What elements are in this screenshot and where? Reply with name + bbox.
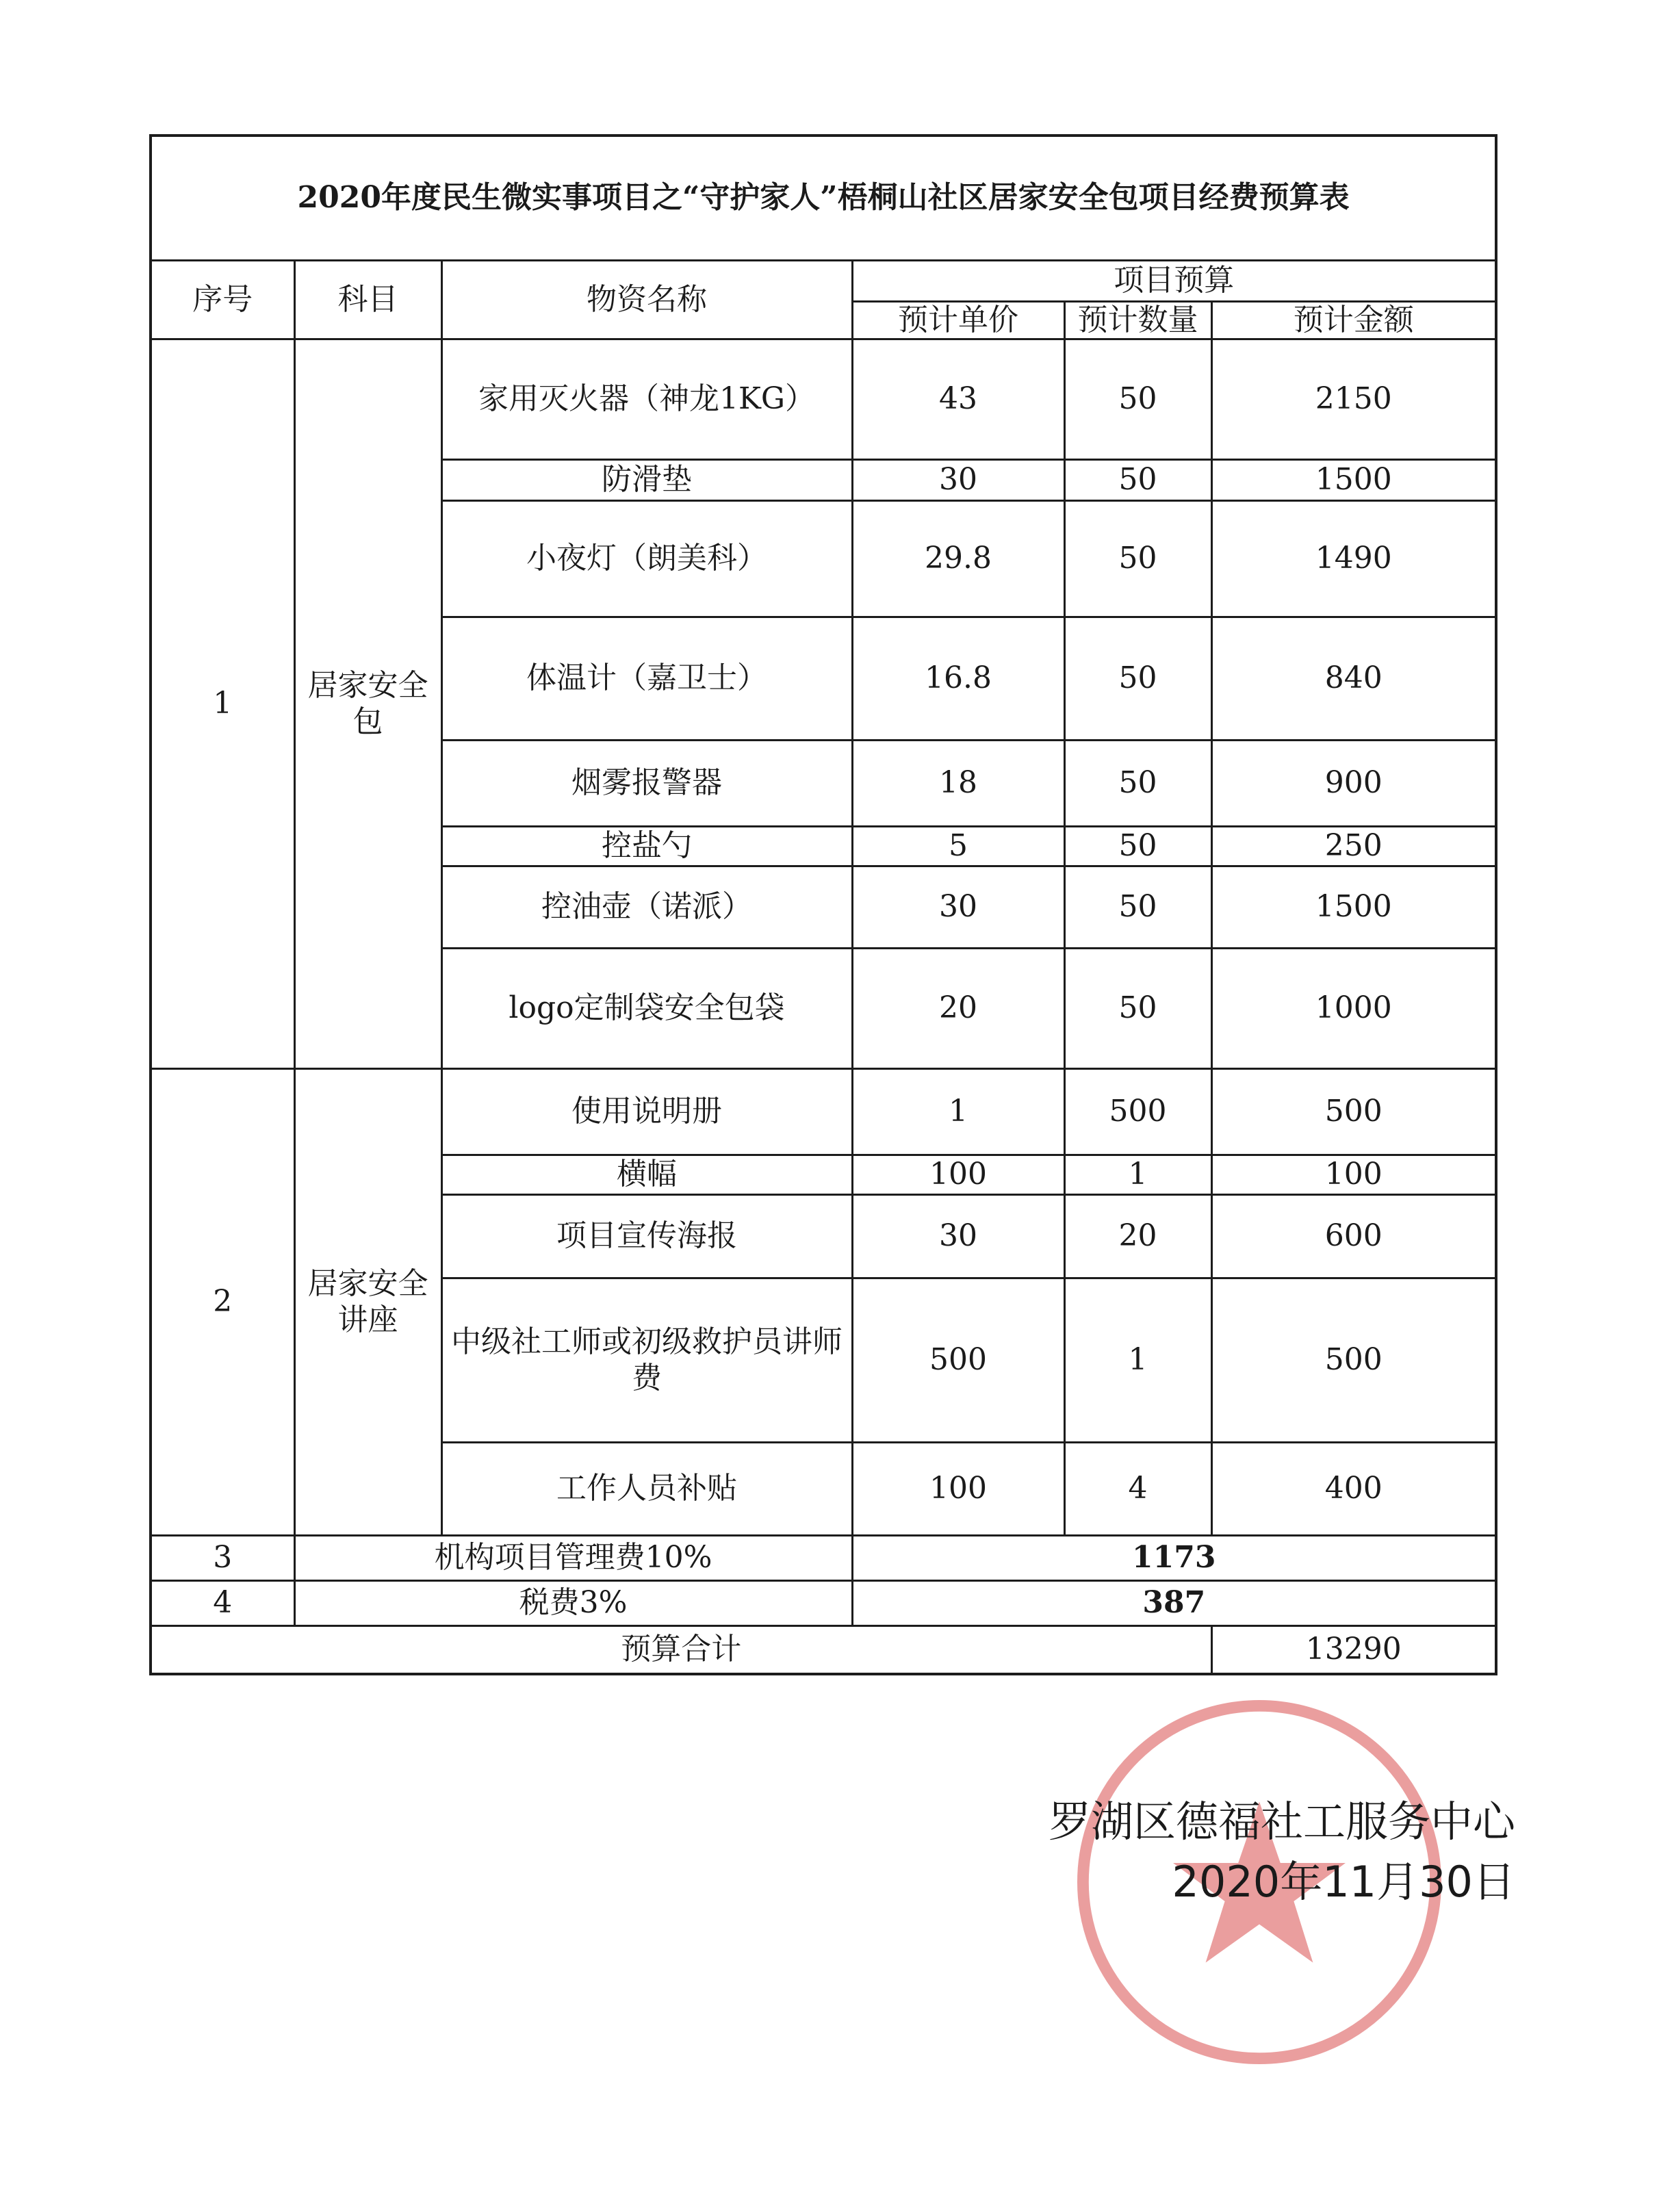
- item-qty: 50: [1064, 339, 1211, 460]
- item-name: 体温计（嘉卫士）: [441, 617, 852, 741]
- item-amount: 100: [1211, 1155, 1496, 1195]
- item-price: 1: [852, 1069, 1064, 1155]
- item-qty: 50: [1064, 866, 1211, 949]
- item-amount: 250: [1211, 827, 1496, 866]
- group-seq: 2: [151, 1069, 294, 1536]
- item-name: 中级社工师或初级救护员讲师费: [441, 1278, 852, 1443]
- header-subject: 科目: [294, 260, 441, 339]
- item-name: 烟雾报警器: [441, 741, 852, 827]
- table-row: [151, 1536, 1496, 1581]
- item-price: 30: [852, 1195, 1064, 1278]
- item-name: 控盐勺: [441, 827, 852, 866]
- item-price: 16.8: [852, 617, 1064, 741]
- item-qty: 20: [1064, 1195, 1211, 1278]
- item-amount: 1500: [1211, 866, 1496, 949]
- header-unit-price: 预计单价: [852, 301, 1064, 339]
- table-row: [151, 1626, 1496, 1674]
- table-title: 2020年度民生微实事项目之“守护家人”梧桐山社区居家安全包项目经费预算表: [151, 136, 1496, 260]
- item-amount: 900: [1211, 741, 1496, 827]
- item-price: 30: [852, 460, 1064, 501]
- item-qty: 50: [1064, 460, 1211, 501]
- mgmt-value: 1173: [852, 1536, 1496, 1581]
- header-seq: 序号: [151, 260, 294, 339]
- item-qty: 4: [1064, 1443, 1211, 1536]
- budget-table: [149, 134, 1497, 1675]
- total-label: 预算合计: [151, 1626, 1211, 1674]
- item-name: 横幅: [441, 1155, 852, 1195]
- header-amount: 预计金额: [1211, 301, 1496, 339]
- item-qty: 50: [1064, 949, 1211, 1069]
- mgmt-seq: 3: [151, 1536, 294, 1581]
- item-price: 29.8: [852, 501, 1064, 617]
- mgmt-label: 机构项目管理费10%: [294, 1536, 852, 1581]
- group-seq: 1: [151, 339, 294, 1069]
- item-amount: 2150: [1211, 339, 1496, 460]
- item-name: 使用说明册: [441, 1069, 852, 1155]
- item-name: 小夜灯（朗美科）: [441, 501, 852, 617]
- item-name: 防滑垫: [441, 460, 852, 501]
- item-name: 工作人员补贴: [441, 1443, 852, 1536]
- item-qty: 1: [1064, 1278, 1211, 1443]
- table-row: [151, 1069, 1496, 1155]
- item-qty: 50: [1064, 827, 1211, 866]
- item-price: 18: [852, 741, 1064, 827]
- item-price: 20: [852, 949, 1064, 1069]
- total-value: 13290: [1211, 1626, 1496, 1674]
- item-qty: 50: [1064, 501, 1211, 617]
- table-row: [151, 1581, 1496, 1626]
- item-amount: 840: [1211, 617, 1496, 741]
- item-name: 控油壶（诺派）: [441, 866, 852, 949]
- item-amount: 600: [1211, 1195, 1496, 1278]
- item-amount: 400: [1211, 1443, 1496, 1536]
- tax-seq: 4: [151, 1581, 294, 1626]
- issue-date: 2020年11月30日: [1172, 1857, 1515, 1907]
- item-name: logo定制袋安全包袋: [441, 949, 852, 1069]
- item-price: 500: [852, 1278, 1064, 1443]
- item-amount: 1500: [1211, 460, 1496, 501]
- item-name: 家用灭火器（神龙1KG）: [441, 339, 852, 460]
- item-price: 5: [852, 827, 1064, 866]
- group-subject: 居家安全讲座: [294, 1069, 441, 1536]
- item-price: 43: [852, 339, 1064, 460]
- item-qty: 500: [1064, 1069, 1211, 1155]
- item-price: 30: [852, 866, 1064, 949]
- header-item-name: 物资名称: [441, 260, 852, 339]
- header-budget: 项目预算: [852, 260, 1496, 301]
- item-amount: 1000: [1211, 949, 1496, 1069]
- item-amount: 1490: [1211, 501, 1496, 617]
- item-qty: 50: [1064, 741, 1211, 827]
- group-subject: 居家安全包: [294, 339, 441, 1069]
- item-name: 项目宣传海报: [441, 1195, 852, 1278]
- item-qty: 1: [1064, 1155, 1211, 1195]
- item-price: 100: [852, 1443, 1064, 1536]
- tax-value: 387: [852, 1581, 1496, 1626]
- issuer-org: 罗湖区德福社工服务中心: [1048, 1797, 1515, 1847]
- table-row: [151, 339, 1496, 460]
- tax-label: 税费3%: [294, 1581, 852, 1626]
- item-amount: 500: [1211, 1069, 1496, 1155]
- item-amount: 500: [1211, 1278, 1496, 1443]
- header-quantity: 预计数量: [1064, 301, 1211, 339]
- item-price: 100: [852, 1155, 1064, 1195]
- item-qty: 50: [1064, 617, 1211, 741]
